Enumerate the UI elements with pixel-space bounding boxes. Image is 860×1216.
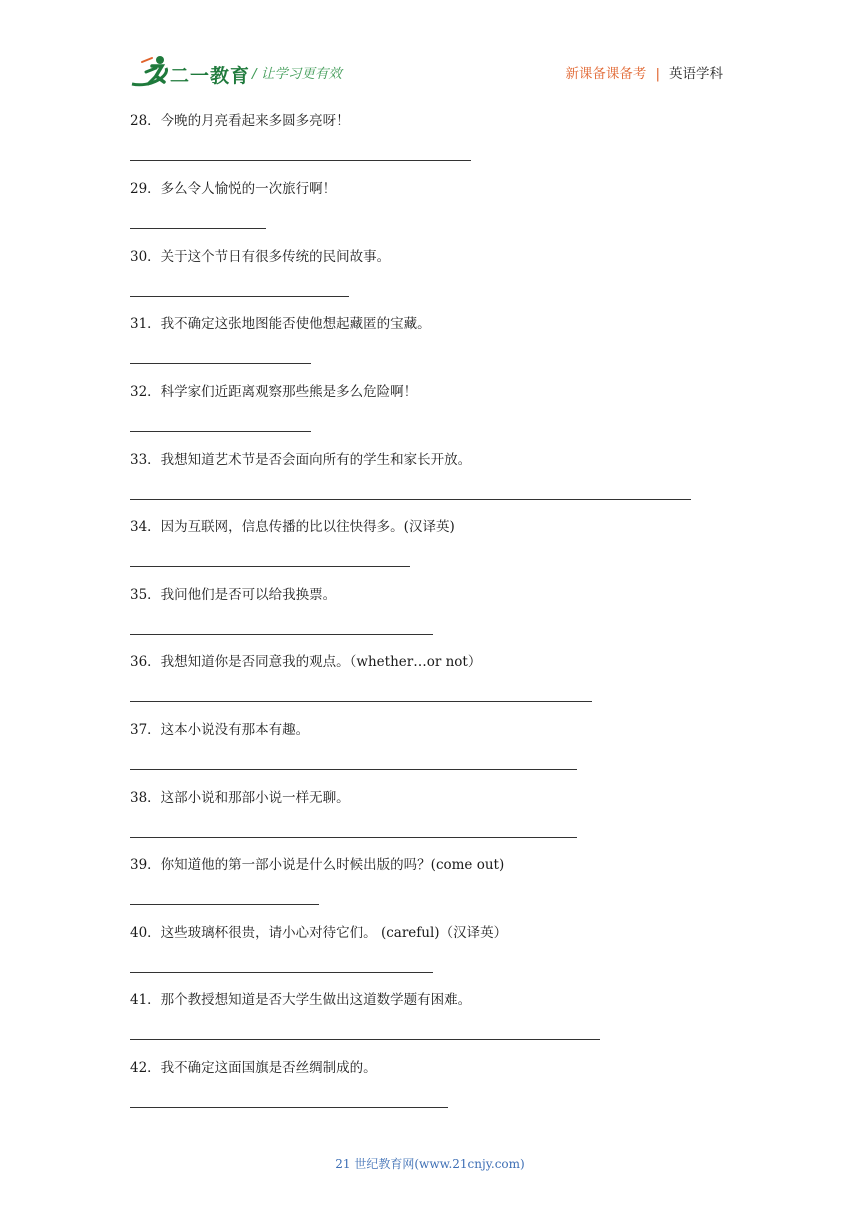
header-slogan: / 让学习更有效 (252, 66, 342, 82)
question-39: 39．你知道他的第一部小说是什么时候出版的吗？(come out) (130, 857, 505, 873)
answer-line-40[interactable] (130, 972, 433, 973)
question-42: 42．我不确定这面国旗是否丝绸制成的。 (130, 1060, 377, 1076)
header-brand: 新课备课备考 (565, 66, 647, 82)
answer-line-36[interactable] (130, 701, 592, 702)
question-28: 28．今晚的月亮看起来多圆多亮呀！ (130, 113, 350, 129)
page-header (0, 0, 860, 100)
answer-line-35[interactable] (130, 634, 433, 635)
question-34: 34．因为互联网，信息传播的比以往快得多。(汉译英) (130, 519, 455, 535)
answer-line-42[interactable] (130, 1107, 448, 1108)
question-35: 35．我问他们是否可以给我换票。 (130, 587, 337, 603)
answer-line-38[interactable] (130, 837, 577, 838)
question-32: 32．科学家们近距离观察那些熊是多么危险啊！ (130, 384, 418, 400)
answer-line-28[interactable] (130, 160, 471, 161)
question-41: 41．那个教授想知道是否大学生做出这道数学题有困难。 (130, 992, 472, 1008)
answer-line-39[interactable] (130, 904, 319, 905)
answer-line-33[interactable] (130, 499, 691, 500)
question-37: 37．这本小说没有那本有趣。 (130, 722, 310, 738)
header-subject: 英语学科 (669, 66, 723, 82)
answer-line-41[interactable] (130, 1039, 600, 1040)
question-31: 31．我不确定这张地图能否使他想起藏匿的宝藏。 (130, 316, 431, 332)
question-38: 38．这部小说和那部小说一样无聊。 (130, 790, 350, 806)
answer-line-29[interactable] (130, 228, 266, 229)
header-right (565, 62, 723, 82)
answer-line-31[interactable] (130, 363, 311, 364)
question-29: 29．多么令人愉悦的一次旅行啊！ (130, 181, 337, 197)
answer-line-32[interactable] (130, 431, 311, 432)
answer-line-34[interactable] (130, 566, 410, 567)
question-33: 33．我想知道艺术节是否会面向所有的学生和家长开放。 (130, 452, 472, 468)
question-40: 40．这些玻璃杯很贵，请小心对待它们。 (careful)（汉译英） (130, 925, 508, 941)
question-36: 36．我想知道你是否同意我的观点。（whether…or not） (130, 654, 482, 670)
logo-text: 二一教育 (170, 65, 251, 87)
answer-line-30[interactable] (130, 296, 349, 297)
question-30: 30．关于这个节日有很多传统的民间故事。 (130, 249, 391, 265)
page-footer[interactable]: 21 世纪教育网(www.21cnjy.com) (335, 1157, 525, 1171)
header-separator: | (655, 66, 660, 82)
answer-line-37[interactable] (130, 769, 577, 770)
